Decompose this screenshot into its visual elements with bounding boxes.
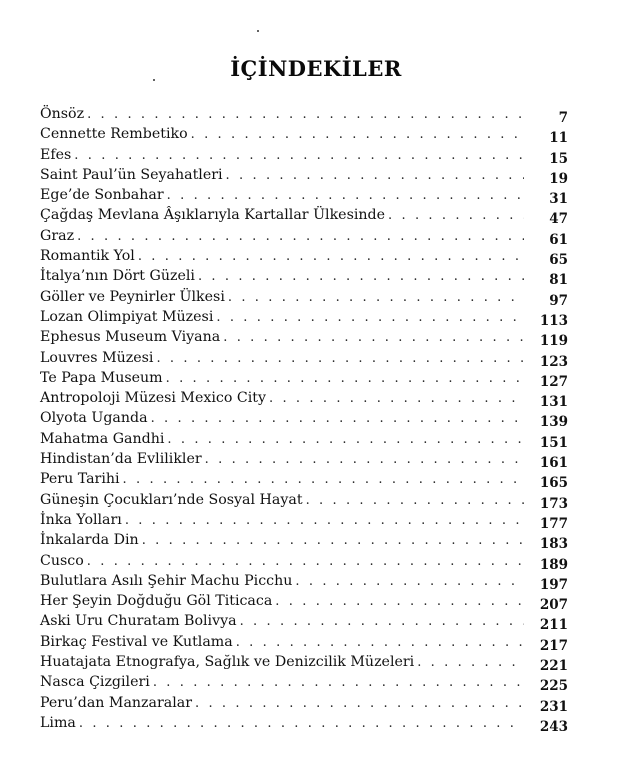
toc-leader-dots	[87, 105, 524, 125]
toc-entry[interactable]	[40, 388, 568, 411]
toc-entry-title: Lozan Olimpiyat Müzesi	[40, 308, 214, 325]
toc-leader-dots	[166, 369, 524, 389]
toc-leader-dots	[123, 470, 524, 490]
toc-entry-page-number: 165	[539, 475, 568, 492]
toc-entry-title: Hindistan’da Evlilikler	[40, 451, 202, 468]
toc-leader-dots	[295, 572, 524, 592]
toc-entry-page-number: 97	[549, 292, 568, 309]
toc-leader-dots	[216, 308, 524, 328]
toc-entry-page-number: 217	[539, 637, 568, 654]
page-title: İÇİNDEKİLER	[230, 56, 402, 81]
toc-entry-page-number: 119	[539, 333, 568, 350]
toc-leader-dots	[74, 146, 524, 166]
print-speck	[257, 30, 259, 32]
toc-entry-title: Peru Tarihi	[40, 471, 120, 488]
toc-entry-title: Mahatma Gandhi	[40, 430, 165, 447]
toc-entry-title: Olyota Uganda	[40, 410, 148, 427]
toc-entry-title: Saint Paul’ün Seyahatleri	[40, 166, 223, 183]
toc-entry-title: Louvres Müzesi	[40, 349, 154, 366]
toc-leader-dots	[275, 592, 524, 612]
toc-entry-title: Ephesus Museum Viyana	[40, 329, 221, 346]
toc-entry-page-number: 113	[539, 312, 568, 329]
toc-entry[interactable]	[40, 530, 568, 553]
table-of-contents	[40, 104, 568, 733]
toc-entry[interactable]	[40, 165, 568, 185]
toc-entry[interactable]	[40, 368, 568, 388]
toc-leader-dots	[306, 491, 524, 511]
toc-entry-title: Her Şeyin Doğduğu Göl Titicaca	[40, 593, 273, 610]
toc-entry[interactable]	[40, 632, 568, 652]
toc-entry[interactable]	[40, 408, 568, 431]
toc-leader-dots	[223, 328, 524, 348]
toc-leader-dots	[87, 552, 524, 572]
toc-leader-dots	[167, 186, 524, 206]
toc-entry[interactable]	[40, 226, 568, 246]
toc-entry-page-number: 189	[539, 556, 568, 573]
toc-entry-title: Graz	[40, 227, 75, 244]
toc-entry[interactable]	[40, 713, 568, 733]
toc-entry-page-number: 231	[539, 698, 568, 715]
toc-leader-dots	[226, 166, 524, 186]
toc-entry-page-number: 123	[539, 353, 568, 370]
toc-entry-page-number: 197	[539, 576, 568, 593]
toc-entry[interactable]	[40, 205, 568, 228]
toc-entry-title: Cennette Rembetiko	[40, 126, 188, 143]
toc-leader-dots	[236, 633, 524, 653]
toc-leader-dots	[205, 450, 524, 470]
toc-entry-title: Huatajata Etnografya, Sağlık ve Denizcilik Müzeleri	[40, 654, 415, 671]
toc-entry[interactable]	[40, 104, 568, 124]
toc-entry-title: Birkaç Festival ve Kutlama	[40, 633, 233, 650]
toc-entry-page-number: 183	[539, 536, 568, 553]
toc-entry-page-number: 61	[549, 231, 568, 248]
toc-entry[interactable]	[40, 672, 568, 695]
toc-entry-page-number: 65	[549, 252, 568, 269]
toc-leader-dots	[77, 227, 524, 247]
toc-entry-page-number: 31	[549, 191, 568, 208]
toc-entry-page-number: 173	[539, 495, 568, 512]
toc-entry-title: Lima	[40, 714, 76, 731]
toc-entry[interactable]	[40, 611, 568, 634]
toc-entry-page-number: 207	[539, 597, 568, 614]
toc-entry[interactable]	[40, 246, 568, 269]
toc-entry[interactable]	[40, 571, 568, 591]
toc-entry-title: Peru’dan Manzaralar	[40, 694, 192, 711]
toc-entry-page-number: 177	[539, 515, 568, 532]
toc-entry-title: İnka Yolları	[40, 511, 122, 528]
toc-entry-page-number: 131	[539, 394, 568, 411]
toc-entry-page-number: 243	[539, 718, 568, 735]
toc-entry-title: Ege’de Sonbahar	[40, 187, 164, 204]
toc-entry-title: Antropoloji Müzesi Mexico City	[40, 390, 266, 407]
toc-entry[interactable]	[40, 510, 568, 530]
toc-leader-dots	[198, 267, 524, 287]
toc-leader-dots	[156, 349, 524, 369]
toc-entry[interactable]	[40, 266, 568, 289]
toc-entry-page-number: 211	[539, 617, 568, 634]
toc-leader-dots	[191, 125, 524, 145]
toc-entry-title: Çağdaş Mevlana Âşıklarıyla Kartallar Ülkesinde	[40, 207, 386, 224]
toc-entry-title: Nasca Çizgileri	[40, 674, 150, 691]
toc-leader-dots	[417, 653, 524, 673]
toc-entry-title: Önsöz	[40, 106, 85, 122]
toc-entry-page-number: 7	[558, 110, 568, 126]
toc-leader-dots	[153, 673, 524, 693]
toc-entry-page-number: 15	[549, 150, 568, 167]
toc-leader-dots	[167, 430, 524, 450]
toc-entry-title: Aski Uru Churatam Bolivya	[40, 613, 237, 630]
toc-entry[interactable]	[40, 469, 568, 492]
toc-entry-title: Güneşin Çocukları’nde Sosyal Hayat	[40, 491, 303, 508]
toc-entry[interactable]	[40, 591, 568, 614]
toc-entry-page-number: 161	[539, 455, 568, 472]
toc-entry[interactable]	[40, 145, 568, 165]
toc-entry[interactable]	[40, 185, 568, 208]
toc-entry[interactable]	[40, 490, 568, 510]
toc-entry[interactable]	[40, 449, 568, 472]
toc-leader-dots	[228, 288, 524, 308]
toc-entry[interactable]	[40, 327, 568, 350]
toc-leader-dots	[195, 694, 524, 714]
toc-entry-page-number: 11	[549, 130, 568, 147]
toc-entry-page-number: 47	[549, 211, 568, 228]
toc-entry-page-number: 19	[549, 170, 568, 187]
toc-entry[interactable]	[40, 693, 568, 713]
toc-entry[interactable]	[40, 429, 568, 449]
toc-leader-dots	[240, 612, 524, 632]
toc-entry-title: İtalya’nın Dört Güzeli	[40, 268, 195, 285]
toc-entry-title: Bulutlara Asılı Şehir Machu Picchu	[40, 572, 293, 589]
toc-entry-title: Cusco	[40, 552, 84, 569]
toc-entry-page-number: 81	[549, 272, 568, 289]
toc-leader-dots	[79, 714, 524, 734]
toc-entry-page-number: 127	[539, 373, 568, 390]
toc-leader-dots	[125, 511, 524, 531]
toc-entry[interactable]	[40, 652, 568, 675]
toc-leader-dots	[142, 531, 524, 551]
toc-entry[interactable]	[40, 551, 568, 571]
toc-entry-page-number: 221	[539, 658, 568, 675]
toc-entry-title: Romantik Yol	[40, 248, 135, 265]
toc-entry-page-number: 225	[539, 678, 568, 695]
toc-entry[interactable]	[40, 124, 568, 147]
toc-entry-page-number: 151	[539, 434, 568, 451]
toc-leader-dots	[138, 247, 524, 267]
toc-entry-page-number: 139	[539, 414, 568, 431]
toc-leader-dots	[269, 389, 524, 409]
toc-entry[interactable]	[40, 348, 568, 368]
toc-entry-title: Göller ve Peynirler Ülkesi	[40, 288, 225, 305]
toc-leader-dots	[151, 409, 524, 429]
toc-entry[interactable]	[40, 307, 568, 327]
toc-entry-title: İnkalarda Din	[40, 532, 139, 549]
toc-leader-dots	[388, 206, 524, 226]
toc-entry-title: Te Papa Museum	[40, 369, 163, 386]
toc-entry-title: Efes	[40, 146, 72, 163]
toc-entry[interactable]	[40, 287, 568, 307]
